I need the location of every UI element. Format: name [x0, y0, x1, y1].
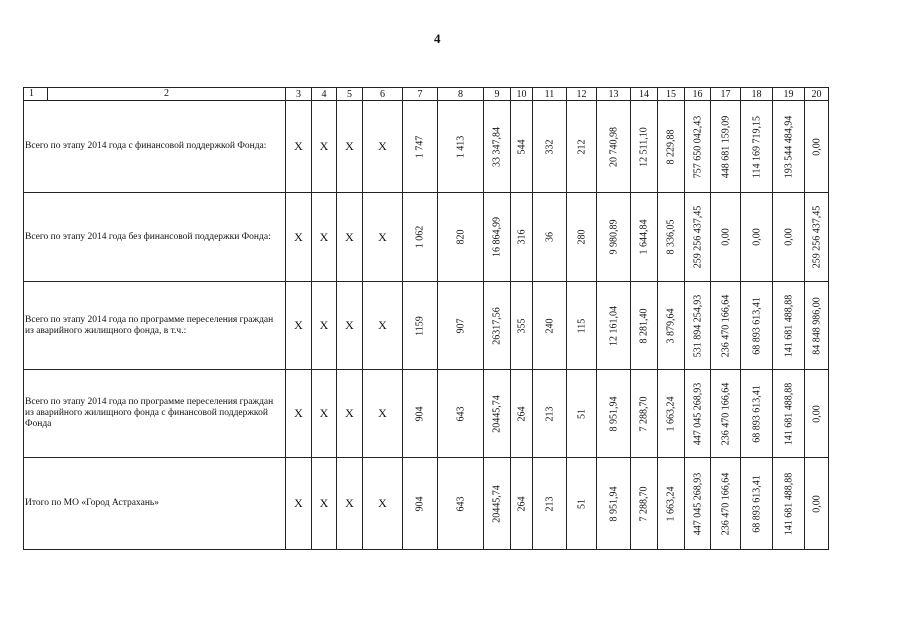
cell-value: 8 281,40 — [638, 308, 650, 343]
cell-value: 12 511,10 — [638, 126, 650, 167]
cell-value: 316 — [516, 229, 527, 245]
cell-value: 8 336,05 — [665, 219, 677, 255]
value-cell — [403, 458, 438, 550]
value-cell — [533, 193, 567, 282]
cell-value: 3 879,64 — [665, 308, 677, 343]
value-cell — [511, 458, 533, 550]
value-cell — [438, 458, 484, 550]
cell-value: 1 663,24 — [665, 486, 677, 521]
cell-value: 68 893 613,41 — [751, 296, 762, 355]
cell-value: 1 747 — [414, 135, 426, 158]
value-cell — [567, 282, 597, 370]
cell-value: 84 848 986,00 — [811, 296, 822, 355]
value-cell — [567, 370, 597, 458]
column-header: 10 — [511, 88, 533, 101]
cell-value: 447 045 268,93 — [692, 472, 703, 535]
column-number-row — [24, 88, 889, 101]
value-cell — [484, 458, 511, 550]
cell-value: 16 864,99 — [491, 217, 503, 257]
column-header: 13 — [597, 88, 631, 101]
cell-value: 259 256 437,45 — [811, 205, 822, 269]
cell-value: 8 951,94 — [608, 486, 619, 521]
table-row — [24, 282, 889, 370]
value-cell — [685, 282, 711, 370]
value-cell — [567, 458, 597, 550]
cell-value: 0,00 — [811, 494, 822, 513]
value-cell — [658, 458, 685, 550]
cell-value: 115 — [576, 318, 587, 333]
cross-mark-cell: Х — [286, 193, 312, 282]
value-cell — [741, 282, 773, 370]
value-cell — [511, 370, 533, 458]
page-number: 4 — [434, 31, 441, 46]
cross-mark-cell: Х — [363, 101, 403, 193]
value-cell — [533, 101, 567, 193]
column-header: 18 — [741, 88, 773, 101]
value-cell — [773, 282, 805, 370]
cell-value: 8 229,88 — [665, 129, 677, 164]
value-cell — [484, 193, 511, 282]
value-cell — [631, 458, 658, 550]
column-header: 9 — [484, 88, 511, 101]
column-header: 5 — [337, 88, 363, 101]
value-cell — [403, 193, 438, 282]
cell-value: 213 — [544, 496, 555, 511]
cross-mark-cell: Х — [286, 370, 312, 458]
cell-value: 0,00 — [783, 228, 794, 246]
cell-value: 904 — [414, 406, 426, 421]
value-cell — [741, 193, 773, 282]
table-row — [24, 101, 889, 193]
value-cell — [711, 370, 741, 458]
cross-mark-cell: Х — [363, 370, 403, 458]
value-cell — [438, 101, 484, 193]
cell-value: 355 — [516, 318, 527, 333]
value-cell — [773, 193, 805, 282]
value-cell — [741, 458, 773, 550]
value-cell — [773, 101, 805, 193]
cell-value: 141 681 488,88 — [783, 382, 794, 445]
column-header: 7 — [403, 88, 438, 101]
cell-value: 1 663,24 — [665, 396, 677, 431]
value-cell — [533, 370, 567, 458]
cross-mark-cell: Х — [312, 370, 337, 458]
cross-mark-cell: Х — [337, 370, 363, 458]
value-cell — [773, 370, 805, 458]
cell-value: 264 — [516, 496, 527, 511]
value-cell — [711, 101, 741, 193]
cross-mark-cell: Х — [286, 282, 312, 370]
cross-mark-cell: Х — [312, 193, 337, 282]
cell-value: 141 681 488,88 — [783, 472, 794, 535]
cross-mark-cell: Х — [312, 282, 337, 370]
value-cell — [438, 193, 484, 282]
value-cell — [597, 458, 631, 550]
value-cell — [484, 101, 511, 193]
value-cell — [533, 458, 567, 550]
cell-value: 259 256 437,45 — [692, 205, 703, 269]
cell-value: 0,00 — [751, 228, 762, 246]
cell-value: 544 — [516, 139, 527, 154]
column-header: 1 — [24, 88, 48, 100]
value-cell — [805, 101, 829, 193]
value-cell — [685, 101, 711, 193]
value-cell — [597, 101, 631, 193]
cell-value: 20445,74 — [491, 484, 503, 523]
cell-value: 20 740,98 — [608, 126, 619, 167]
value-cell — [631, 282, 658, 370]
value-cell — [741, 101, 773, 193]
cell-value: 820 — [455, 229, 466, 245]
value-cell — [511, 101, 533, 193]
column-header: 16 — [685, 88, 711, 101]
cross-mark-cell: Х — [337, 193, 363, 282]
column-header: 12 — [567, 88, 597, 101]
value-cell — [403, 370, 438, 458]
value-cell — [805, 370, 829, 458]
row-label: Всего по этапу 2014 года без финансовой поддержки Фонда: — [24, 193, 286, 282]
cross-mark-cell: Х — [286, 101, 312, 193]
cross-mark-cell: Х — [337, 101, 363, 193]
value-cell — [438, 282, 484, 370]
value-cell — [685, 193, 711, 282]
table-row — [24, 193, 889, 282]
cell-value: 264 — [516, 406, 527, 421]
cell-value: 114 169 719,15 — [751, 115, 762, 178]
cell-value: 447 045 268,93 — [692, 382, 703, 445]
cell-value: 236 470 166,64 — [720, 472, 731, 535]
cell-value: 1159 — [414, 315, 426, 336]
cell-value: 240 — [544, 318, 555, 333]
cell-value: 7 288,70 — [638, 396, 650, 431]
cell-value: 531 894 254,93 — [692, 294, 703, 357]
cross-mark-cell: Х — [363, 282, 403, 370]
cell-value: 332 — [544, 139, 555, 154]
cell-value: 1 644,84 — [638, 219, 650, 255]
cell-value: 236 470 166,64 — [720, 294, 731, 357]
value-cell — [484, 370, 511, 458]
cell-value: 68 893 613,41 — [751, 474, 762, 533]
value-cell — [741, 370, 773, 458]
cell-value: 36 — [544, 232, 555, 242]
value-cell — [597, 370, 631, 458]
value-cell — [567, 101, 597, 193]
cell-value: 643 — [455, 496, 466, 511]
value-cell — [685, 370, 711, 458]
value-cell — [711, 458, 741, 550]
cell-value: 280 — [576, 229, 587, 245]
cross-mark-cell: Х — [337, 458, 363, 550]
cell-value: 8 951,94 — [608, 396, 619, 431]
column-header: 19 — [773, 88, 805, 101]
value-cell — [631, 193, 658, 282]
value-cell — [597, 282, 631, 370]
value-cell — [511, 282, 533, 370]
cell-value: 213 — [544, 406, 555, 421]
cell-value: 0,00 — [811, 404, 822, 423]
value-cell — [805, 282, 829, 370]
cell-value: 757 650 042,43 — [692, 115, 703, 178]
cell-value: 20445,74 — [491, 394, 503, 433]
value-cell — [773, 458, 805, 550]
value-cell — [631, 101, 658, 193]
value-cell — [711, 193, 741, 282]
cell-value: 12 161,04 — [608, 305, 619, 346]
cell-value: 0,00 — [720, 228, 731, 246]
row-label: Всего по этапу 2014 года с финансовой поддержкой Фонда: — [24, 101, 286, 193]
cell-value: 0,00 — [811, 137, 822, 156]
cell-value: 33 347,84 — [491, 126, 503, 167]
cross-mark-cell: Х — [286, 458, 312, 550]
cell-value: 907 — [455, 318, 466, 333]
value-cell — [438, 370, 484, 458]
column-header: 8 — [438, 88, 484, 101]
cross-mark-cell: Х — [312, 101, 337, 193]
cell-value: 904 — [414, 496, 426, 511]
value-cell — [805, 458, 829, 550]
cell-value: 193 544 484,94 — [783, 115, 794, 178]
column-header: 6 — [363, 88, 403, 101]
cell-value: 51 — [576, 408, 587, 419]
value-cell — [567, 193, 597, 282]
value-cell — [685, 458, 711, 550]
column-header: 2 — [164, 88, 169, 99]
value-cell — [658, 370, 685, 458]
value-cell — [658, 193, 685, 282]
cell-value: 26317,56 — [491, 306, 503, 345]
cell-value: 1 062 — [414, 225, 426, 249]
column-header: 11 — [533, 88, 567, 101]
column-header: 17 — [711, 88, 741, 101]
row-label: Всего по этапу 2014 года по программе переселения граждан из аварийного жилищного фонда, в т.ч.: — [24, 282, 286, 370]
cell-value: 9 980,89 — [608, 219, 619, 255]
cell-value: 68 893 613,41 — [751, 384, 762, 443]
value-cell — [658, 101, 685, 193]
column-header: 4 — [312, 88, 337, 101]
column-header: 20 — [805, 88, 829, 101]
value-cell — [403, 282, 438, 370]
cross-mark-cell: Х — [337, 282, 363, 370]
value-cell — [484, 282, 511, 370]
row-label: Итого по МО «Город Астрахань» — [24, 458, 286, 550]
value-cell — [631, 370, 658, 458]
table-row — [24, 458, 889, 550]
value-cell — [658, 282, 685, 370]
column-header: 14 — [631, 88, 658, 101]
cross-mark-cell: Х — [312, 458, 337, 550]
value-cell — [597, 193, 631, 282]
cell-value: 643 — [455, 406, 466, 421]
cell-value: 7 288,70 — [638, 486, 650, 521]
table-row — [24, 370, 889, 458]
value-cell — [533, 282, 567, 370]
cross-mark-cell: Х — [363, 193, 403, 282]
cell-value: 51 — [576, 498, 587, 509]
column-header: 15 — [658, 88, 685, 101]
cell-value: 236 470 166,64 — [720, 382, 731, 445]
cell-value: 448 681 159,09 — [720, 115, 731, 178]
row-label: Всего по этапу 2014 года по программе переселения граждан из аварийного жилищного фонда с финансовой поддержкой Фонда — [24, 370, 286, 458]
value-cell — [511, 193, 533, 282]
cell-value: 141 681 488,88 — [783, 294, 794, 357]
cross-mark-cell: Х — [363, 458, 403, 550]
cell-value: 1 413 — [455, 135, 466, 158]
column-header: 3 — [286, 88, 312, 101]
value-cell — [403, 101, 438, 193]
value-cell — [711, 282, 741, 370]
program-summary-table — [23, 87, 889, 550]
column-header-1-2 — [24, 88, 286, 101]
cell-value: 212 — [576, 139, 587, 154]
value-cell — [805, 193, 829, 282]
